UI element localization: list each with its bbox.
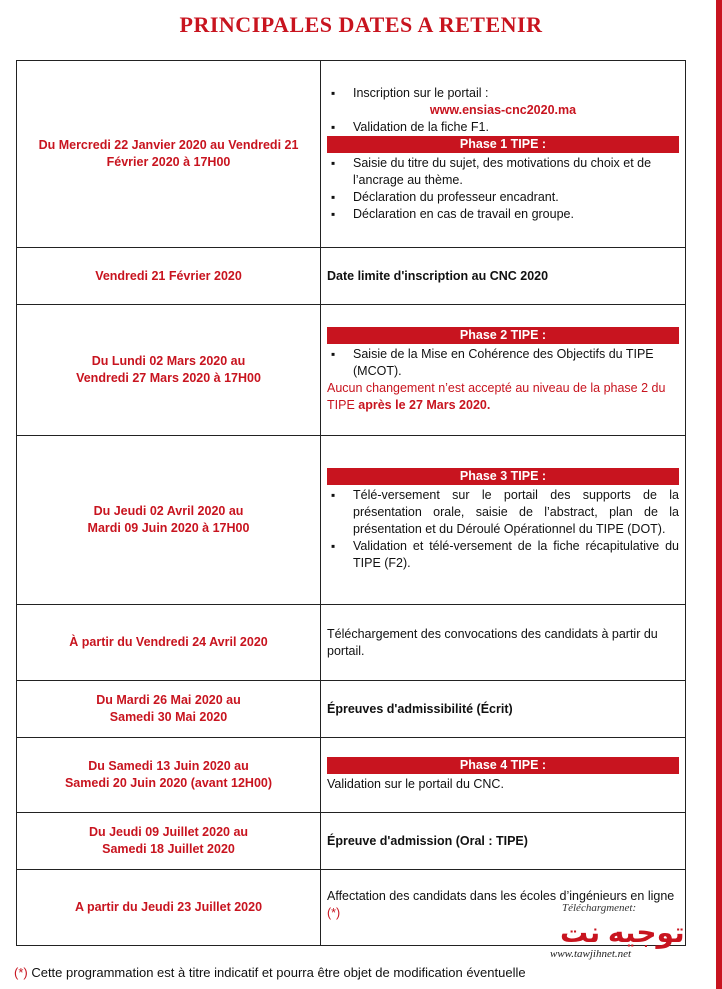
date-text: Du Samedi 13 Juin 2020 au — [88, 759, 249, 773]
details-cell — [321, 305, 686, 436]
phase-header: Phase 2 TIPE : — [327, 327, 679, 344]
details-cell — [321, 605, 686, 681]
watermark-label: Téléchargmenet: — [562, 902, 637, 914]
date-text: Vendredi 21 Février 2020 — [95, 268, 242, 283]
table-row — [17, 61, 686, 248]
phase-header: Phase 4 TIPE : — [327, 757, 679, 774]
bullet-list — [327, 155, 679, 223]
date-cell — [17, 870, 321, 946]
table-row — [17, 813, 686, 870]
bullet-list — [327, 85, 679, 136]
page-title: PRINCIPALES DATES A RETENIR — [179, 12, 543, 37]
date-text: A partir du Jeudi 23 Juillet 2020 — [74, 900, 263, 914]
watermark — [550, 902, 700, 964]
date-text: Mardi 09 Juin 2020 à 17H00 — [87, 521, 250, 535]
date-text: Samedi 18 Juillet 2020 — [102, 842, 235, 856]
note-text: Aucun changement n’est accepté au niveau de la phase 2 du TIPE après le 27 Mars 2020. — [327, 380, 666, 412]
date-cell — [17, 681, 321, 738]
footnote — [14, 964, 714, 982]
date-text: À partir du Vendredi 24 Avril 2020 — [69, 635, 268, 649]
bullet-list — [327, 487, 679, 572]
date-cell — [17, 248, 321, 305]
details-cell — [321, 813, 686, 870]
watermark-logo: توجيه نت — [560, 917, 685, 948]
list-item: ▪ Déclaration du professeur encadrant. — [327, 189, 679, 206]
date-cell — [17, 813, 321, 870]
details-cell — [321, 681, 686, 738]
date-text: Du Jeudi 09 Juillet 2020 au — [88, 825, 249, 839]
date-cell — [17, 305, 321, 436]
table-row — [17, 248, 686, 305]
table-row — [17, 436, 686, 605]
detail-text: Affectation des candidats dans les écoles d’ingénieurs en ligne — [327, 889, 675, 903]
portal-url-link[interactable]: www.ensias-cnc2020.ma — [429, 103, 577, 117]
date-cell — [17, 605, 321, 681]
detail-text: Date limite d'inscription au CNC 2020 — [327, 268, 549, 283]
date-text: Samedi 20 Juin 2020 (avant 12H00) — [64, 776, 273, 790]
list-item: ▪ Saisie de la Mise en Cohérence des Objectifs du TIPE (MCOT). — [327, 346, 679, 380]
phase-header: Phase 3 TIPE : — [327, 468, 679, 485]
bullet-list — [327, 346, 679, 380]
list-item: ▪ Télé-versement sur le portail des supports de la présentation orale, saisie de l’abstract, plan de la présentation et du Déroulé Opérationnel du TIPE (DOT). — [327, 487, 679, 538]
date-cell — [17, 738, 321, 813]
list-item: ▪ Saisie du titre du sujet, des motivations du choix et de l’ancrage au thème. — [327, 155, 679, 189]
detail-text: Épreuves d'admissibilité (Écrit) — [327, 701, 513, 716]
date-text: Du Lundi 02 Mars 2020 au — [91, 354, 246, 368]
table-row — [17, 681, 686, 738]
detail-text: Téléchargement des convocations des candidats à partir du portail. — [327, 626, 658, 658]
table-row — [17, 305, 686, 436]
details-cell — [321, 436, 686, 605]
right-edge-bar — [716, 0, 722, 989]
date-cell — [17, 61, 321, 248]
date-text: Du Mercredi 22 Janvier 2020 au Vendredi 21 Février 2020 à 17H00 — [38, 138, 299, 169]
table-row — [17, 605, 686, 681]
watermark-site: www.tawjihnet.net — [550, 948, 632, 960]
phase-header: Phase 1 TIPE : — [327, 136, 679, 153]
date-text: Samedi 30 Mai 2020 — [109, 710, 228, 724]
detail-text: Épreuve d'admission (Oral : TIPE) — [327, 833, 528, 848]
detail-text: Validation sur le portail du CNC. — [327, 777, 504, 791]
list-item: ▪ Validation de la fiche F1. — [327, 119, 679, 136]
details-cell — [321, 738, 686, 813]
list-item: ▪ Déclaration en cas de travail en groupe. — [327, 206, 679, 223]
date-text: Vendredi 27 Mars 2020 à 17H00 — [76, 371, 261, 385]
list-item: ▪ Inscription sur le portail : — [327, 85, 679, 102]
date-text: Du Mardi 26 Mai 2020 au — [96, 693, 241, 707]
footnote-text: Cette programmation est à titre indicatif et pourra être objet de modification éventuelle — [27, 965, 526, 980]
date-cell — [17, 436, 321, 605]
footnote-star: (*) — [14, 965, 28, 980]
details-cell — [321, 61, 686, 248]
schedule-table — [16, 60, 686, 946]
date-text: Du Jeudi 02 Avril 2020 au — [93, 504, 244, 518]
asterisk-note: (*) — [327, 906, 341, 920]
list-item: ▪ Validation et télé-versement de la fiche récapitulative du TIPE (F2). — [327, 538, 679, 572]
table-row — [17, 738, 686, 813]
details-cell — [321, 248, 686, 305]
